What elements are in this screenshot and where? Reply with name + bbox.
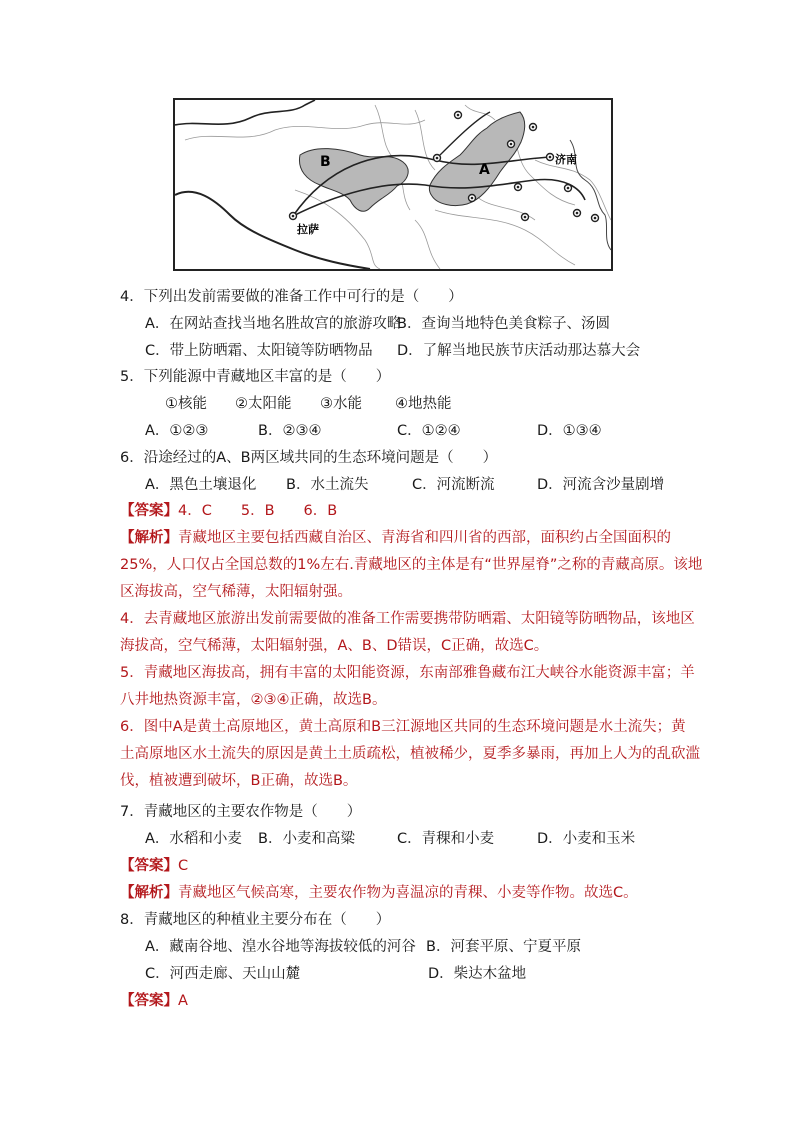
answer-block-2 (120, 856, 188, 876)
analysis-q4-line2: 海拔高，空气稀薄，太阳辐射强，A、B、D错误，C正确，故选C。 (120, 638, 549, 654)
q5-option-c: C．①②④ (397, 423, 461, 439)
label-a: A (479, 162, 490, 178)
analysis-label: 【解析】 (120, 530, 178, 546)
border-line-north (175, 100, 315, 125)
q5-item-2: ②太阳能 (235, 396, 292, 412)
route-map (173, 98, 613, 271)
label-b: B (320, 154, 331, 170)
q4-option-a: A．在网站查找当地名胜故宫的旅游攻略 (145, 316, 402, 332)
analysis-label: 【解析】 (120, 885, 178, 901)
q4-option-c: C．带上防晒霜、太阳镜等防晒物品 (145, 343, 373, 359)
q5-item-4: ④地热能 (395, 396, 452, 412)
q8-option-a: A．藏南谷地、湟水谷地等海拔较低的河谷 (145, 939, 416, 955)
analysis-q4-line1: 4．去青藏地区旅游出发前需要做的准备工作需要携带防晒霜、太阳镜等防晒物品，该地区 (120, 611, 695, 627)
q5-stem: 5．下列能源中青藏地区丰富的是（ ） (120, 369, 391, 385)
answer-block-1 (120, 501, 337, 521)
q5-item-3: ③水能 (320, 396, 362, 412)
answer-label: 【答案】 (120, 503, 178, 519)
analysis-q6-line3: 伐，植被遭到破坏，B正确，故选B。 (120, 773, 358, 789)
label-lhasa: 拉萨 (297, 223, 319, 236)
q5-option-d: D．①③④ (537, 423, 602, 439)
region-a (429, 112, 524, 206)
q5-option-b: B．②③④ (258, 423, 322, 439)
answer-label: 【答案】 (120, 993, 178, 1009)
analysis-q6-line1: 6．图中A是黄土高原地区，黄土高原和B三江源地区共同的生态环境问题是水土流失；黄 (120, 719, 686, 735)
answer-text: C (178, 858, 189, 874)
q8-option-b: B．河套平原、宁夏平原 (426, 939, 581, 955)
analysis-q6-line2: 土高原地区水土流失的原因是黄土土质疏松，植被稀少，夏季多暴雨，再加上人为的乱砍滥 (120, 746, 700, 762)
analysis-q5-line1: 5．青藏地区海拔高，拥有丰富的太阳能资源，东南部雅鲁藏布江大峡谷水能资源丰富；羊 (120, 665, 695, 681)
q5-item-1: ①核能 (165, 396, 207, 412)
analysis-block-2 (120, 883, 638, 903)
analysis-line: 青藏地区主要包括西藏自治区、青海省和四川省的西部，面积约占全国面积的 (178, 530, 671, 546)
q6-option-a: A．黑色土壤退化 (145, 477, 257, 493)
province-borders (185, 105, 611, 269)
answer-block-3 (120, 991, 188, 1011)
q6-option-b: B．水土流失 (286, 477, 369, 493)
label-jinan: 济南 (555, 153, 577, 166)
region-b (299, 149, 408, 212)
border-line (175, 192, 370, 269)
analysis-line: 区海拔高，空气稀薄，太阳辐射强。 (120, 584, 352, 600)
q7-option-b: B．小麦和高粱 (258, 831, 355, 847)
q7-option-a: A．水稻和小麦 (145, 831, 242, 847)
answer-label: 【答案】 (120, 858, 178, 874)
q7-option-c: C．青稞和小麦 (397, 831, 495, 847)
q8-option-d: D．柴达木盆地 (428, 966, 527, 982)
q6-option-c: C．河流断流 (412, 477, 495, 493)
q6-stem: 6．沿途经过的A、B两区域共同的生态环境问题是（ ） (120, 450, 498, 466)
q5-option-a: A．①②③ (145, 423, 209, 439)
q8-stem: 8．青藏地区的种植业主要分布在（ ） (120, 912, 391, 928)
q4-option-b: B．查询当地特色美食粽子、汤圆 (397, 316, 610, 332)
q6-option-d: D．河流含沙量剧增 (537, 477, 665, 493)
q4-option-d: D．了解当地民族节庆活动那达慕大会 (397, 343, 641, 359)
map-svg (175, 100, 611, 269)
q8-option-c: C．河西走廊、天山山麓 (145, 966, 301, 982)
answer-text: 4．C 5．B 6．B (178, 503, 338, 519)
q7-option-d: D．小麦和玉米 (537, 831, 636, 847)
analysis-text: 青藏地区气候高寒，主要农作物为喜温凉的青稞、小麦等作物。故选C。 (178, 885, 638, 901)
analysis-line: 25%，人口仅占全国总数的1%左右.青藏地区的主体是有“世界屋脊”之称的青藏高原。该地 (120, 557, 703, 573)
analysis-q5-line2: 八井地热资源丰富，②③④正确，故选B。 (120, 692, 387, 708)
answer-text: A (178, 993, 188, 1009)
q7-stem: 7．青藏地区的主要农作物是（ ） (120, 804, 362, 820)
analysis-block-1 (120, 528, 671, 548)
q4-stem: 4．下列出发前需要做的准备工作中可行的是（ ） (120, 289, 463, 305)
